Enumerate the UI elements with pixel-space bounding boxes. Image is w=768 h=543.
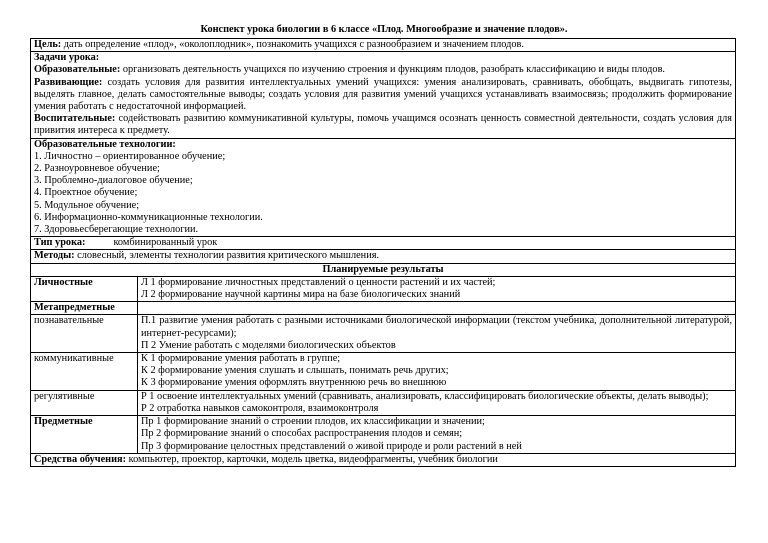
lesson-type-value: комбинированный урок <box>113 237 218 249</box>
technology-item: 4. Проектное обучение; <box>34 187 138 199</box>
result-line: Р 1 освоение интеллектуальных умений (сравнивать, анализировать, классифицировать биологические объекты, делать выводы); <box>141 390 709 402</box>
lesson-type-label: Тип урока: <box>34 237 86 249</box>
task-upbringing-text: содействовать развитию коммуникативной культуры, помочь учащимся осознать ценность совместной деятельности, создать условия для привития интереса к предмету. <box>34 113 733 137</box>
technology-item: 2. Разноуровневое обучение; <box>34 163 160 175</box>
result-line: К 2 формирование умения слушать и слышать, понимать речь других; <box>141 365 449 377</box>
subject-label: Предметные <box>34 416 93 428</box>
methods-label: Методы: <box>34 250 75 262</box>
technology-item: 6. Информационно-коммуникационные технологии. <box>34 211 263 223</box>
result-line: Пр 2 формирование знаний о способах распространения плодов и семян; <box>141 428 463 440</box>
personal-results-row <box>31 276 736 301</box>
task-developing-text: создать условия для развития интеллектуальных умений учащихся: умения анализировать, сравнивать, обобщать, выдвигать гипотезы, выделять главное, делать самостоятельные выводы; создать условия для развития умений учащихся устанавливать взаимосвязь; продолжить формирование умения работать с недостаточной информацией. <box>34 76 733 113</box>
means-row <box>31 453 736 466</box>
methods-row <box>31 250 736 263</box>
cognitive-label: познавательные <box>34 315 104 327</box>
lesson-plan-table <box>30 38 736 467</box>
task-developing-label: Развивающие: <box>34 76 103 88</box>
regulatory-results-row <box>31 390 736 415</box>
technology-item: 1. Личностно – ориентированное обучение; <box>34 150 226 162</box>
results-heading: Планируемые результаты <box>322 263 444 275</box>
goal-text: дать определение «плод», «околоплодник», познакомить учащихся с разнообразием и значением плодов. <box>61 39 524 50</box>
task-educational-text: организовать деятельность учащихся по изучению строения и функциям плодов, разобрать классификацию и виды плодов. <box>120 64 665 76</box>
task-upbringing-label: Воспитательные: <box>34 113 116 125</box>
goal-row <box>31 39 736 52</box>
means-text: компьютер, проектор, карточки, модель цветка, видеофрагменты, учебник биологии <box>126 453 498 465</box>
task-upbringing <box>34 113 732 137</box>
page-title: Конспект урока биологии в 6 классе «Плод. Многообразие и значение плодов». <box>200 24 568 35</box>
tasks-row <box>31 52 736 138</box>
result-line: К 1 формирование умения работать в группе; <box>141 353 341 365</box>
task-educational-label: Образовательные: <box>34 64 121 76</box>
result-line: П.1 развитие умения работать с разными источниками биологической информации (текстом учебника, дополнительной литературой, интернет-ресурсами); <box>141 315 733 339</box>
result-line: Пр 1 формирование знаний о строении плодов, их классификации и значении; <box>141 416 485 428</box>
task-developing <box>34 77 732 114</box>
result-line: К 3 формирование умения оформлять внутреннюю речь во внешнюю <box>141 377 447 389</box>
methods-text: словесный, элементы технологии развития критического мышления. <box>74 250 380 262</box>
result-line: П 2 Умение работать с моделями биологических объектов <box>141 339 396 351</box>
metasubject-row <box>31 302 736 315</box>
goal-label: Цель: <box>34 39 62 50</box>
result-line: Пр 3 формирование целостных представлений о живой природе и роли растений в ней <box>141 440 522 452</box>
personal-label: Личностные <box>34 276 93 288</box>
technologies-heading: Образовательные технологии: <box>34 138 176 150</box>
technologies-row <box>31 138 736 237</box>
means-label: Средства обучения: <box>34 453 127 465</box>
metasubject-label: Метапредметные <box>34 302 115 314</box>
technology-item: 5. Модульное обучение; <box>34 199 140 211</box>
task-educational <box>34 64 732 76</box>
result-line: Р 2 отработка навыков самоконтроля, взаимоконтроля <box>141 402 379 414</box>
subject-results-row <box>31 416 736 454</box>
communicative-label: коммуникативные <box>34 353 114 365</box>
communicative-results-row <box>31 353 736 391</box>
technology-item: 3. Проблемно-диалоговое обучение; <box>34 175 193 187</box>
cognitive-results-row <box>31 315 736 353</box>
regulatory-label: регулятивные <box>34 390 95 402</box>
results-heading-row <box>31 263 736 276</box>
tasks-heading: Задачи урока: <box>34 52 100 64</box>
technology-item: 7. Здоровьесберегающие технологии. <box>34 224 199 236</box>
result-line: Л 2 формирование научной картины мира на базе биологических знаний <box>141 289 461 301</box>
result-line: Л 1 формирование личностных представлений о ценности растений и их частей; <box>141 276 496 288</box>
lesson-type-row <box>31 237 736 250</box>
